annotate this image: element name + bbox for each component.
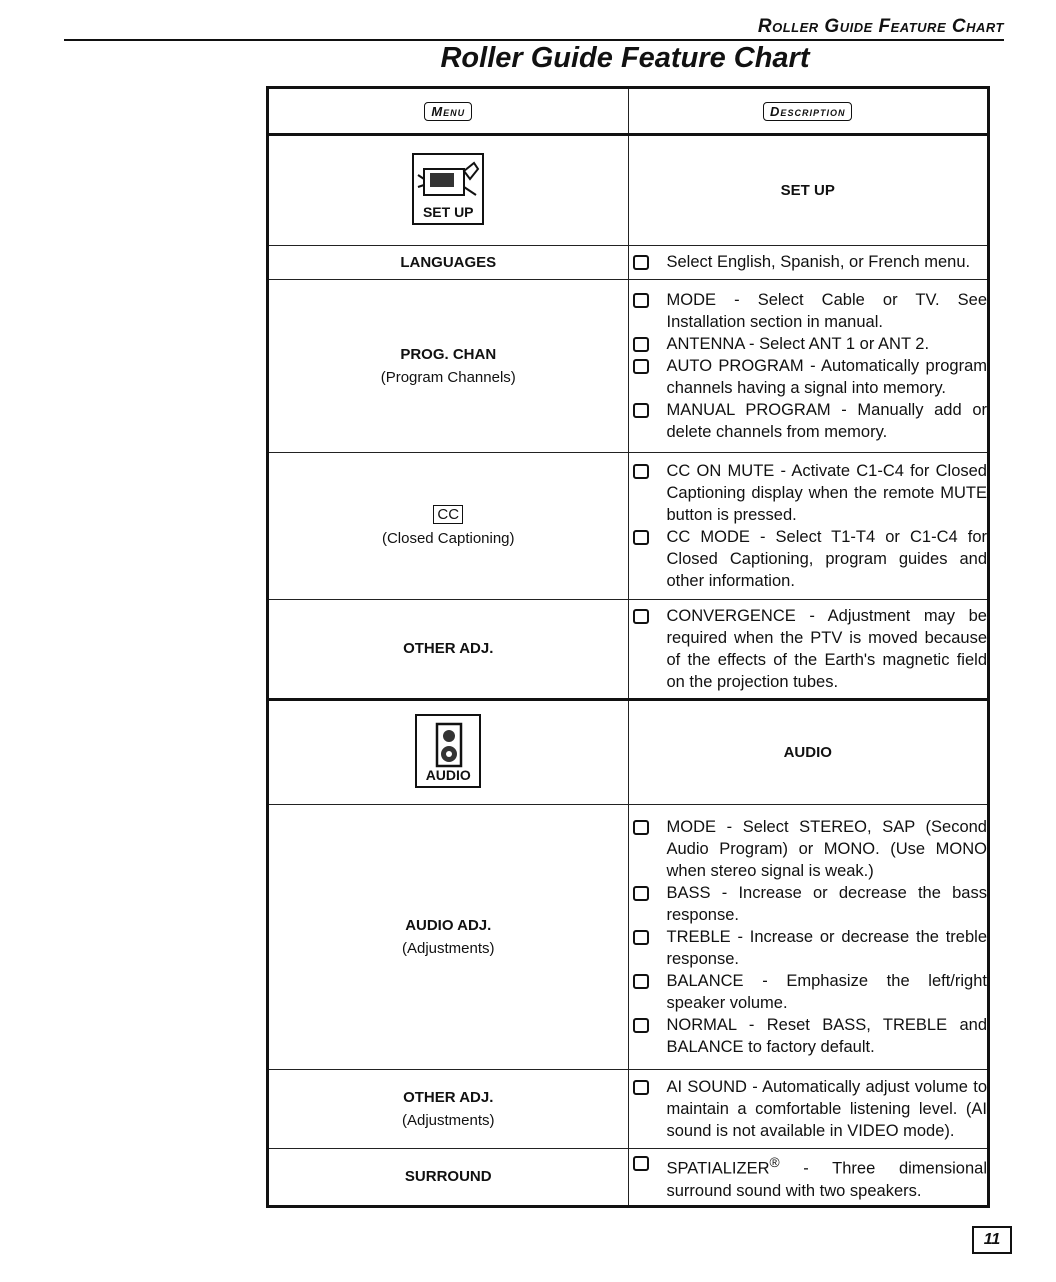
list-item: CC ON MUTE - Activate C1-C4 for Closed Captioning display when the remote MUTE button is pressed. [629, 460, 988, 526]
prog-chan-menu-cell [268, 280, 629, 453]
audio-adj-desc-cell [628, 804, 989, 1069]
checkbox-bullet-icon [633, 337, 649, 352]
menu-column-header [268, 88, 629, 135]
list-item: AI SOUND - Automatically adjust volume to maintain a comfortable listening level. (AI sound is not available in VIDEO mode). [629, 1076, 988, 1142]
registered-mark: ® [769, 1155, 780, 1171]
feature-chart [266, 86, 990, 1208]
setup-icon-label: SET UP [422, 203, 474, 220]
audio-section-title: AUDIO [628, 700, 989, 805]
list-item: Select English, Spanish, or French menu. [629, 251, 988, 273]
list-item: MODE - Select STEREO, SAP (Second Audio Program) or MONO. (Use MONO when stereo signal is weak.) [629, 816, 988, 882]
surround-row [268, 1148, 989, 1206]
audio-adj-label: AUDIO ADJ. [405, 916, 492, 934]
prog-chan-row [268, 280, 989, 453]
list-item [629, 1152, 988, 1202]
languages-menu-cell [268, 245, 629, 279]
cc-desc-cell [628, 452, 989, 599]
page-number: 11 [972, 1226, 1012, 1254]
setup-icon [412, 153, 484, 225]
prog-chan-sub: (Program Channels) [380, 368, 516, 386]
surround-desc-cell [628, 1148, 989, 1206]
setup-other-adj-menu-cell [268, 599, 629, 700]
list-item: NORMAL - Reset BASS, TREBLE and BALANCE to factory default. [629, 1014, 988, 1058]
spatializer-term: SPATIALIZER [666, 1159, 770, 1178]
list-item: ANTENNA - Select ANT 1 or ANT 2. [629, 333, 988, 355]
checkbox-bullet-icon [633, 609, 649, 624]
prog-chan-label: PROG. CHAN [400, 345, 497, 363]
checkbox-bullet-icon [633, 464, 649, 479]
description-header-label: Description [763, 102, 852, 121]
setup-section-title: SET UP [628, 135, 989, 246]
cc-sub: (Closed Captioning) [381, 529, 515, 547]
menu-header-label: Menu [424, 102, 472, 121]
checkbox-bullet-icon [633, 1018, 649, 1033]
audio-adj-sub: (Adjustments) [401, 939, 495, 957]
checkbox-bullet-icon [633, 820, 649, 835]
audio-adj-menu-cell [268, 804, 629, 1069]
languages-label: LANGUAGES [400, 253, 497, 271]
audio-icon-label: AUDIO [425, 766, 471, 783]
checkbox-bullet-icon [633, 293, 649, 308]
spatializer-desc: - Three dimensional surround sound with two speakers. [666, 1159, 987, 1200]
checkbox-bullet-icon [633, 1156, 649, 1171]
setup-icon-cell [268, 135, 629, 246]
checkbox-bullet-icon [633, 974, 649, 989]
checkbox-bullet-icon [633, 255, 649, 270]
list-item: BALANCE - Emphasize the left/right speaker volume. [629, 970, 988, 1014]
list-item: CONVERGENCE - Adjustment may be required when the PTV is moved because of the effects of the Earth's magnetic field on the projection tubes. [629, 605, 988, 693]
checkbox-bullet-icon [633, 1080, 649, 1095]
list-item: CC MODE - Select T1-T4 or C1-C4 for Closed Captioning, program guides and other information. [629, 526, 988, 592]
prog-chan-desc-cell [628, 280, 989, 453]
languages-row [268, 245, 989, 279]
description-column-header [628, 88, 989, 135]
checkbox-bullet-icon [633, 886, 649, 901]
list-item: BASS - Increase or decrease the bass response. [629, 882, 988, 926]
surround-menu-cell [268, 1148, 629, 1206]
audio-adj-row [268, 804, 989, 1069]
languages-desc-cell [628, 245, 989, 279]
checkbox-bullet-icon [633, 530, 649, 545]
list-item: TREBLE - Increase or decrease the treble response. [629, 926, 988, 970]
audio-icon-cell [268, 700, 629, 805]
checkbox-bullet-icon [633, 930, 649, 945]
audio-section-row [268, 700, 989, 805]
running-header: Roller Guide Feature Chart [757, 16, 1004, 37]
audio-other-adj-menu-cell [268, 1070, 629, 1148]
page-title: Roller Guide Feature Chart [440, 42, 810, 74]
audio-other-adj-label: OTHER ADJ. [403, 1088, 494, 1106]
header-rule [64, 39, 1004, 41]
setup-other-adj-desc-cell [628, 599, 989, 700]
cc-menu-cell [268, 452, 629, 599]
setup-other-adj-row [268, 599, 989, 700]
checkbox-bullet-icon [633, 403, 649, 418]
cc-icon: CC [433, 505, 463, 524]
list-item: AUTO PROGRAM - Automatically program channels having a signal into memory. [629, 355, 988, 399]
list-item: MANUAL PROGRAM - Manually add or delete channels from memory. [629, 399, 988, 443]
audio-icon [415, 714, 481, 788]
audio-other-adj-row [268, 1070, 989, 1148]
cc-row [268, 452, 989, 599]
audio-other-adj-sub: (Adjustments) [401, 1111, 495, 1129]
setup-section-row [268, 135, 989, 246]
setup-other-adj-label: OTHER ADJ. [403, 640, 494, 658]
list-item: MODE - Select Cable or TV. See Installation section in manual. [629, 289, 988, 333]
audio-other-adj-desc-cell [628, 1070, 989, 1148]
surround-label: SURROUND [404, 1168, 492, 1186]
checkbox-bullet-icon [633, 359, 649, 374]
